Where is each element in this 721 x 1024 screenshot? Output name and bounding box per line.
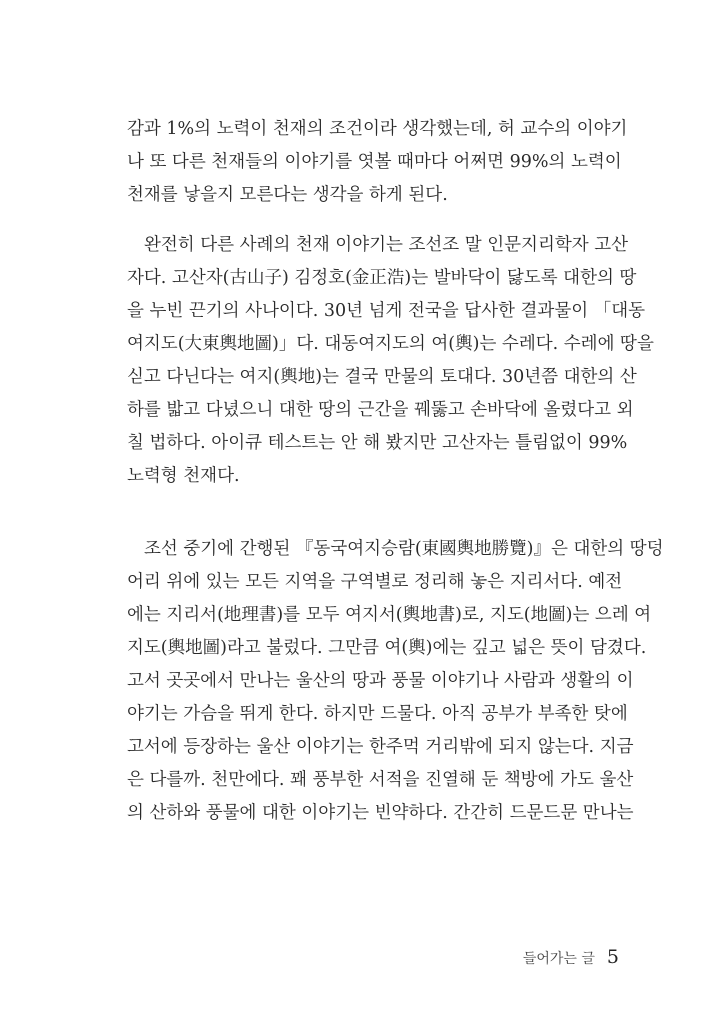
text-line: 에는 지리서(地理書)를 모두 여지서(輿地書)로, 지도(地圖)는 으레 여 — [127, 605, 652, 625]
section-title: 들어가는 글 — [522, 951, 595, 967]
text-line: 나 또 다른 천재들의 이야기를 엿볼 때마다 어쩌면 99%의 노력이 — [127, 152, 622, 172]
text-line: 을 누빈 끈기의 사나이다. 30년 넘게 전국을 답사한 결과물이 「대동 — [127, 301, 646, 321]
text-line: 조선 중기에 간행된 『동국여지승람(東國輿地勝覽)』은 대한의 땅덩 — [144, 539, 664, 559]
text-line: 자다. 고산자(古山子) 김정호(金正浩)는 발바닥이 닳도록 대한의 땅 — [127, 268, 637, 288]
text-line: 노력형 천재다. — [127, 466, 240, 486]
text-line: 칠 법하다. 아이큐 테스트는 안 해 봤지만 고산자는 틀림없이 99% — [127, 433, 628, 453]
page-footer — [523, 946, 619, 968]
text-line: 완전히 다른 사례의 천재 이야기는 조선조 말 인문지리학자 고산 — [144, 235, 629, 255]
text-line: 고서 곳곳에서 만나는 울산의 땅과 풍물 이야기나 사람과 생활의 이 — [127, 671, 634, 691]
page-number: 5 — [606, 946, 619, 968]
paragraph-3 — [127, 533, 664, 830]
text-line: 고서에 등장하는 울산 이야기는 한주먹 거리밖에 되지 않는다. 지금 — [127, 737, 634, 757]
text-line: 의 산하와 풍물에 대한 이야기는 빈약하다. 간간히 드문드문 만나는 — [127, 803, 634, 823]
text-line: 싣고 다닌다는 여지(輿地)는 결국 만물의 토대다. 30년쯤 대한의 산 — [127, 367, 637, 387]
text-line: 천재를 낳을지 모른다는 생각을 하게 된다. — [127, 185, 448, 205]
text-line: 지도(輿地圖)라고 불렀다. 그만큼 여(輿)에는 깊고 넓은 뜻이 담겼다. — [127, 638, 647, 658]
text-line: 어리 위에 있는 모든 지역을 구역별로 정리해 놓은 지리서다. 예전 — [127, 572, 623, 592]
text-line: 여지도(大東輿地圖)」다. 대동여지도의 여(輿)는 수레다. 수레에 땅을 — [127, 334, 654, 354]
text-line: 감과 1%의 노력이 천재의 조건이라 생각했는데, 허 교수의 이야기 — [127, 119, 628, 139]
text-line: 은 다를까. 천만에다. 꽤 풍부한 서적을 진열해 둔 책방에 가도 울산 — [127, 770, 634, 790]
text-line: 야기는 가슴을 뛰게 한다. 하지만 드물다. 아직 공부가 부족한 탓에 — [127, 704, 628, 724]
paragraph-2 — [127, 229, 654, 493]
text-line: 하를 밟고 다녔으니 대한 땅의 근간을 꿰뚫고 손바닥에 올렸다고 외 — [127, 400, 634, 420]
paragraph-1 — [127, 113, 628, 212]
